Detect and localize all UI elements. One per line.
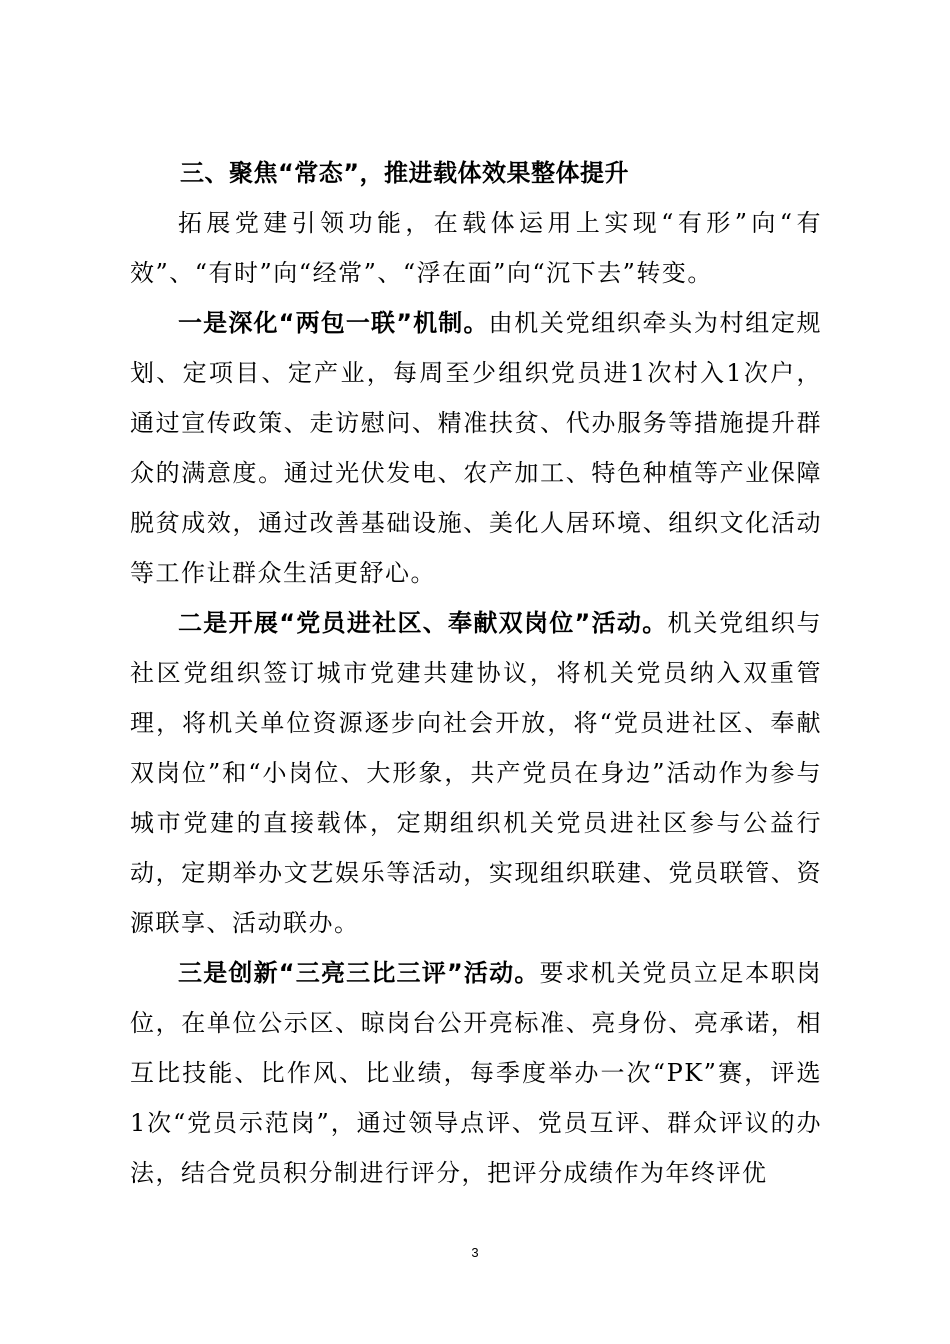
paragraph-lead: 二是开展“党员进社区、奉献双岗位”活动。 bbox=[178, 609, 668, 637]
document-body bbox=[130, 148, 822, 1198]
intro-paragraph: 拓展党建引领功能，在载体运用上实现“有形”向“有效”、“有时”向“经常”、“浮在面”向“沉下去”转变。 bbox=[130, 209, 822, 287]
paragraph-item-2 bbox=[130, 598, 822, 948]
paragraph-body: 机关党组织与社区党组织签订城市党建共建协议，将机关党员纳入双重管理，将机关单位资源逐步向社会开放，将“党员进社区、奉献双岗位”和“小岗位、大形象，共产党员在身边”活动作为参与城市党建的直接载体，定期组织机关党员进社区参与公益行动，定期举办文艺娱乐等活动，实现组织联建、党员联管、资源联享、活动联办。 bbox=[130, 609, 823, 937]
paragraph-lead: 一是深化“两包一联”机制。 bbox=[178, 309, 489, 337]
paragraph-lead: 三是创新“三亮三比三评”活动。 bbox=[178, 959, 540, 987]
paragraph-item-1 bbox=[130, 298, 822, 598]
paragraph-body: 要求机关党员立足本职岗位，在单位公示区、晾岗台公开亮标准、亮身份、亮承诺，相互比技能、比作风、比业绩，每季度举办一次“PK”赛，评选1次“党员示范岗”，通过领导点评、党员互评、群众评议的办法，结合党员积分制进行评分，把评分成绩作为年终评优 bbox=[130, 959, 823, 1187]
section-heading: 三、聚焦“常态”，推进载体效果整体提升 bbox=[180, 159, 630, 187]
page-number: 3 bbox=[471, 1245, 479, 1260]
paragraph-item-3 bbox=[130, 948, 822, 1198]
paragraph-body: 由机关党组织牵头为村组定规划、定项目、定产业，每周至少组织党员进1次村入1次户，通过宣传政策、走访慰问、精准扶贫、代办服务等措施提升群众的满意度。通过光伏发电、农产加工、特色种植等产业保障脱贫成效，通过改善基础设施、美化人居环境、组织文化活动等工作让群众生活更舒心。 bbox=[130, 309, 823, 587]
